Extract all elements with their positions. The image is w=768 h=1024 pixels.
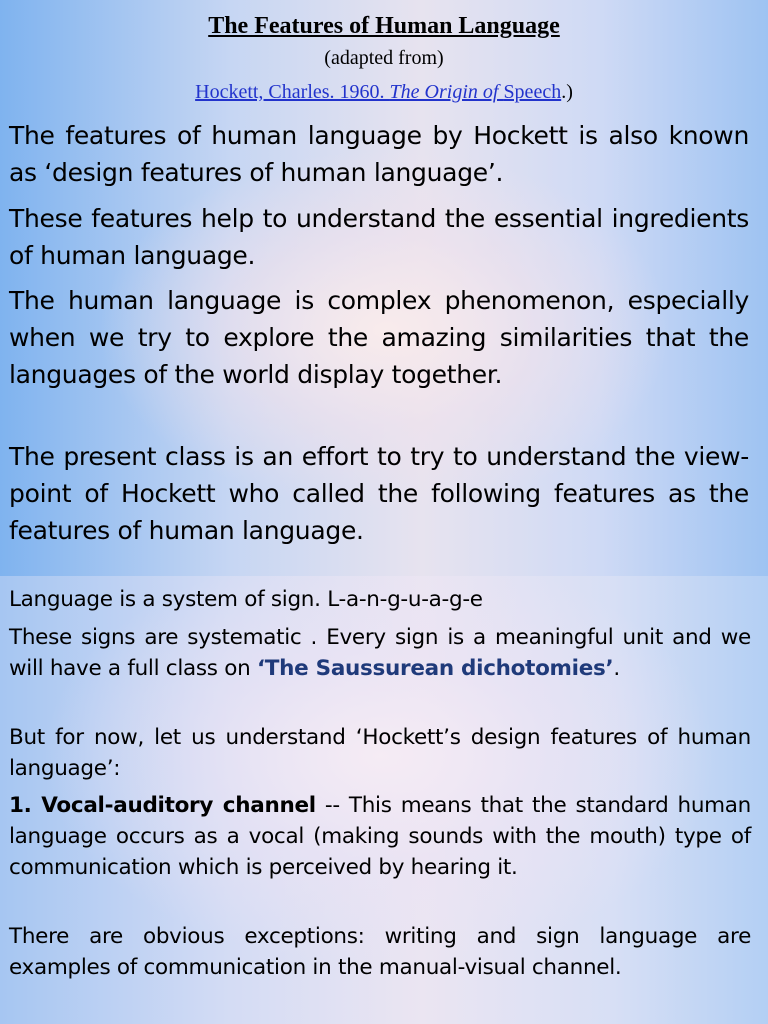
paragraph-2: These features help to understand the essential ingredients of human language. <box>9 204 749 270</box>
paragraph-1: The features of human language by Hockett is also known as ‘design features of human language’. <box>9 121 749 187</box>
citation-link[interactable] <box>195 81 561 103</box>
citation-end: .) <box>561 81 573 103</box>
citation-title-italic: The Origin of <box>389 81 504 103</box>
slide-2 <box>0 576 768 1024</box>
citation-title-tail: Speech <box>503 81 562 103</box>
feature-description: -- This means that the standard human language occurs as a vocal (making sounds with the mouth) type of communication which is perceived by hearing it. <box>9 793 751 880</box>
slide-title: The Features of Human Language <box>208 13 560 39</box>
systematic-end: . <box>613 656 620 681</box>
paragraph-3: The human language is complex phenomenon, especially when we try to explore the amazing similarities that the languages of the world display together. <box>9 286 749 389</box>
paragraph-vocal-auditory <box>9 790 751 883</box>
paragraph-for-now: But for now, let us understand ‘Hockett’s design features of human language’: <box>9 725 751 781</box>
adapted-from-note: (adapted from) <box>324 47 444 69</box>
citation-author: Hockett, Charles. 1960. <box>195 81 390 103</box>
systematic-text: These signs are systematic . Every sign is a meaningful unit and we will have a full class on <box>9 625 751 681</box>
paragraph-exceptions: There are obvious exceptions: writing and sign language are examples of communication in the manual-visual channel. <box>9 924 751 980</box>
feature-heading: 1. Vocal-auditory channel <box>9 793 316 818</box>
citation <box>0 79 768 105</box>
paragraph-systematic-signs <box>9 622 751 684</box>
paragraph-4: The present class is an effort to try to understand the view-point of Hockett who called the following features as the features of human language. <box>9 442 749 545</box>
paragraph-language-sign: Language is a system of sign. L-a-n-g-u-a-g-e <box>9 587 483 612</box>
saussurean-highlight: ‘The Saussurean dichotomies’ <box>256 656 614 681</box>
